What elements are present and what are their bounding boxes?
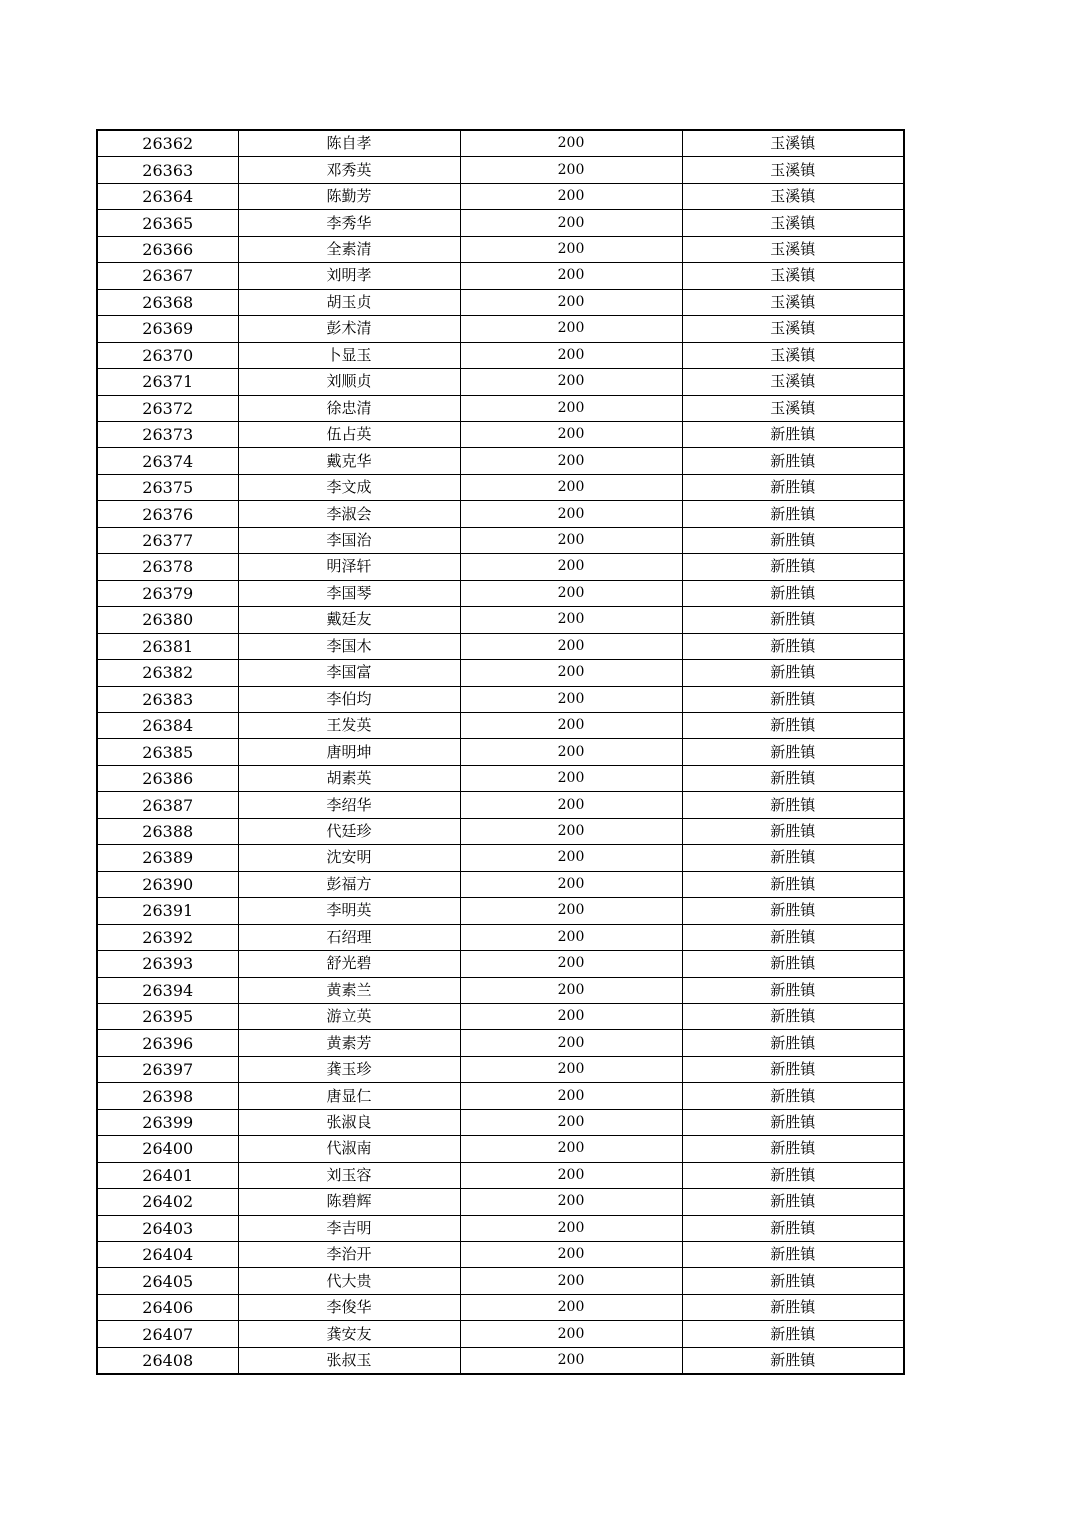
table-row [97,712,904,738]
name-cell: 戴廷友 [238,607,460,633]
name-cell: 彭术清 [238,316,460,342]
table-row [97,1189,904,1215]
town-cell: 新胜镇 [682,580,904,606]
amount-cell: 200 [460,554,682,580]
id-cell: 26405 [97,1268,238,1294]
table-row [97,501,904,527]
table-row [97,845,904,871]
town-cell: 新胜镇 [682,448,904,474]
id-cell: 26391 [97,898,238,924]
id-cell: 26371 [97,369,238,395]
id-cell: 26385 [97,739,238,765]
amount-cell: 200 [460,1294,682,1320]
id-cell: 26373 [97,421,238,447]
name-cell: 李文成 [238,474,460,500]
table-row [97,527,904,553]
town-cell: 玉溪镇 [682,236,904,262]
id-cell: 26395 [97,1003,238,1029]
id-cell: 26377 [97,527,238,553]
amount-cell: 200 [460,1347,682,1374]
table-row [97,1056,904,1082]
town-cell: 新胜镇 [682,818,904,844]
name-cell: 刘明孝 [238,263,460,289]
name-cell: 张淑良 [238,1109,460,1135]
amount-cell: 200 [460,263,682,289]
town-cell: 新胜镇 [682,1347,904,1374]
name-cell: 胡素英 [238,765,460,791]
amount-cell: 200 [460,130,682,157]
town-cell: 玉溪镇 [682,289,904,315]
name-cell: 李吉明 [238,1215,460,1241]
table-row [97,1083,904,1109]
town-cell: 新胜镇 [682,1136,904,1162]
id-cell: 26381 [97,633,238,659]
id-cell: 26367 [97,263,238,289]
amount-cell: 200 [460,924,682,950]
table-row [97,1242,904,1268]
town-cell: 玉溪镇 [682,263,904,289]
amount-cell: 200 [460,527,682,553]
amount-cell: 200 [460,1162,682,1188]
town-cell: 新胜镇 [682,1162,904,1188]
amount-cell: 200 [460,1321,682,1347]
name-cell: 李国木 [238,633,460,659]
name-cell: 李国琴 [238,580,460,606]
id-cell: 26400 [97,1136,238,1162]
table-row [97,210,904,236]
name-cell: 伍占英 [238,421,460,447]
amount-cell: 200 [460,474,682,500]
amount-cell: 200 [460,818,682,844]
amount-cell: 200 [460,633,682,659]
table-row [97,1321,904,1347]
id-cell: 26374 [97,448,238,474]
name-cell: 李秀华 [238,210,460,236]
town-cell: 新胜镇 [682,898,904,924]
amount-cell: 200 [460,765,682,791]
table-row [97,1162,904,1188]
amount-cell: 200 [460,1268,682,1294]
amount-cell: 200 [460,1056,682,1082]
amount-cell: 200 [460,898,682,924]
amount-cell: 200 [460,792,682,818]
name-cell: 刘玉容 [238,1162,460,1188]
town-cell: 新胜镇 [682,951,904,977]
town-cell: 新胜镇 [682,607,904,633]
id-cell: 26362 [97,130,238,157]
table-row [97,316,904,342]
id-cell: 26403 [97,1215,238,1241]
id-cell: 26382 [97,660,238,686]
name-cell: 李明英 [238,898,460,924]
id-cell: 26388 [97,818,238,844]
town-cell: 玉溪镇 [682,210,904,236]
amount-cell: 200 [460,501,682,527]
table-row [97,1109,904,1135]
id-cell: 26370 [97,342,238,368]
amount-cell: 200 [460,183,682,209]
town-cell: 新胜镇 [682,871,904,897]
id-cell: 26407 [97,1321,238,1347]
name-cell: 黄素兰 [238,977,460,1003]
town-cell: 新胜镇 [682,660,904,686]
amount-cell: 200 [460,1242,682,1268]
id-cell: 26394 [97,977,238,1003]
amount-cell: 200 [460,686,682,712]
town-cell: 新胜镇 [682,554,904,580]
name-cell: 代大贵 [238,1268,460,1294]
amount-cell: 200 [460,1215,682,1241]
name-cell: 全素清 [238,236,460,262]
amount-cell: 200 [460,1003,682,1029]
name-cell: 龚玉珍 [238,1056,460,1082]
id-cell: 26402 [97,1189,238,1215]
name-cell: 唐明坤 [238,739,460,765]
amount-cell: 200 [460,1189,682,1215]
id-cell: 26397 [97,1056,238,1082]
table-row [97,765,904,791]
table-row [97,1347,904,1374]
amount-cell: 200 [460,580,682,606]
table-row [97,157,904,183]
town-cell: 新胜镇 [682,765,904,791]
table-row [97,951,904,977]
id-cell: 26401 [97,1162,238,1188]
town-cell: 新胜镇 [682,1083,904,1109]
id-cell: 26375 [97,474,238,500]
id-cell: 26393 [97,951,238,977]
table-row [97,421,904,447]
amount-cell: 200 [460,607,682,633]
name-cell: 沈安明 [238,845,460,871]
amount-cell: 200 [460,157,682,183]
name-cell: 代廷珍 [238,818,460,844]
table-body [97,130,904,1374]
id-cell: 26406 [97,1294,238,1320]
name-cell: 陈碧辉 [238,1189,460,1215]
table-row [97,607,904,633]
id-cell: 26364 [97,183,238,209]
id-cell: 26387 [97,792,238,818]
town-cell: 新胜镇 [682,924,904,950]
table-row [97,1294,904,1320]
town-cell: 新胜镇 [682,1003,904,1029]
town-cell: 玉溪镇 [682,395,904,421]
name-cell: 陈勤芳 [238,183,460,209]
town-cell: 新胜镇 [682,1242,904,1268]
name-cell: 李绍华 [238,792,460,818]
id-cell: 26404 [97,1242,238,1268]
id-cell: 26383 [97,686,238,712]
amount-cell: 200 [460,395,682,421]
table-row [97,1003,904,1029]
town-cell: 玉溪镇 [682,369,904,395]
table-row [97,898,904,924]
town-cell: 新胜镇 [682,1294,904,1320]
id-cell: 26366 [97,236,238,262]
town-cell: 玉溪镇 [682,157,904,183]
name-cell: 石绍理 [238,924,460,950]
data-table [96,129,905,1375]
name-cell: 龚安友 [238,1321,460,1347]
table-row [97,792,904,818]
table-row [97,395,904,421]
name-cell: 李伯均 [238,686,460,712]
town-cell: 玉溪镇 [682,342,904,368]
name-cell: 胡玉贞 [238,289,460,315]
town-cell: 新胜镇 [682,1030,904,1056]
table-row [97,686,904,712]
name-cell: 陈自孝 [238,130,460,157]
town-cell: 新胜镇 [682,845,904,871]
table-row [97,1030,904,1056]
name-cell: 黄素芳 [238,1030,460,1056]
id-cell: 26365 [97,210,238,236]
table-row [97,1136,904,1162]
name-cell: 明泽轩 [238,554,460,580]
table-row [97,474,904,500]
amount-cell: 200 [460,845,682,871]
table-row [97,871,904,897]
name-cell: 张叔玉 [238,1347,460,1374]
table-row [97,580,904,606]
id-cell: 26378 [97,554,238,580]
table-row [97,1268,904,1294]
id-cell: 26380 [97,607,238,633]
table-row [97,924,904,950]
amount-cell: 200 [460,1083,682,1109]
name-cell: 邓秀英 [238,157,460,183]
amount-cell: 200 [460,871,682,897]
town-cell: 新胜镇 [682,1268,904,1294]
id-cell: 26379 [97,580,238,606]
table-row [97,554,904,580]
table-row [97,739,904,765]
table-row [97,130,904,157]
id-cell: 26386 [97,765,238,791]
table-row [97,369,904,395]
town-cell: 新胜镇 [682,1215,904,1241]
town-cell: 新胜镇 [682,686,904,712]
name-cell: 李淑会 [238,501,460,527]
amount-cell: 200 [460,289,682,315]
id-cell: 26392 [97,924,238,950]
id-cell: 26389 [97,845,238,871]
town-cell: 玉溪镇 [682,316,904,342]
town-cell: 玉溪镇 [682,130,904,157]
table-row [97,1215,904,1241]
amount-cell: 200 [460,236,682,262]
amount-cell: 200 [460,739,682,765]
name-cell: 李国富 [238,660,460,686]
table-row [97,263,904,289]
amount-cell: 200 [460,448,682,474]
town-cell: 新胜镇 [682,712,904,738]
table-row [97,183,904,209]
id-cell: 26376 [97,501,238,527]
amount-cell: 200 [460,421,682,447]
town-cell: 新胜镇 [682,977,904,1003]
town-cell: 新胜镇 [682,792,904,818]
name-cell: 李治开 [238,1242,460,1268]
town-cell: 新胜镇 [682,633,904,659]
town-cell: 新胜镇 [682,527,904,553]
town-cell: 新胜镇 [682,474,904,500]
amount-cell: 200 [460,369,682,395]
name-cell: 代淑南 [238,1136,460,1162]
name-cell: 戴克华 [238,448,460,474]
name-cell: 卜显玉 [238,342,460,368]
table-row [97,448,904,474]
id-cell: 26396 [97,1030,238,1056]
table-row [97,818,904,844]
amount-cell: 200 [460,1136,682,1162]
name-cell: 刘顺贞 [238,369,460,395]
town-cell: 玉溪镇 [682,183,904,209]
id-cell: 26408 [97,1347,238,1374]
id-cell: 26390 [97,871,238,897]
amount-cell: 200 [460,712,682,738]
id-cell: 26363 [97,157,238,183]
amount-cell: 200 [460,1030,682,1056]
name-cell: 王发英 [238,712,460,738]
town-cell: 新胜镇 [682,501,904,527]
id-cell: 26372 [97,395,238,421]
table-row [97,342,904,368]
town-cell: 新胜镇 [682,1109,904,1135]
amount-cell: 200 [460,316,682,342]
table-row [97,977,904,1003]
name-cell: 徐忠清 [238,395,460,421]
amount-cell: 200 [460,951,682,977]
name-cell: 游立英 [238,1003,460,1029]
amount-cell: 200 [460,342,682,368]
name-cell: 彭福方 [238,871,460,897]
amount-cell: 200 [460,660,682,686]
id-cell: 26398 [97,1083,238,1109]
table-row [97,236,904,262]
amount-cell: 200 [460,977,682,1003]
name-cell: 李国治 [238,527,460,553]
town-cell: 新胜镇 [682,421,904,447]
table-row [97,633,904,659]
town-cell: 新胜镇 [682,1189,904,1215]
town-cell: 新胜镇 [682,1321,904,1347]
table-row [97,660,904,686]
name-cell: 唐显仁 [238,1083,460,1109]
name-cell: 李俊华 [238,1294,460,1320]
id-cell: 26384 [97,712,238,738]
town-cell: 新胜镇 [682,1056,904,1082]
table-row [97,289,904,315]
town-cell: 新胜镇 [682,739,904,765]
id-cell: 26368 [97,289,238,315]
id-cell: 26399 [97,1109,238,1135]
name-cell: 舒光碧 [238,951,460,977]
amount-cell: 200 [460,210,682,236]
amount-cell: 200 [460,1109,682,1135]
id-cell: 26369 [97,316,238,342]
